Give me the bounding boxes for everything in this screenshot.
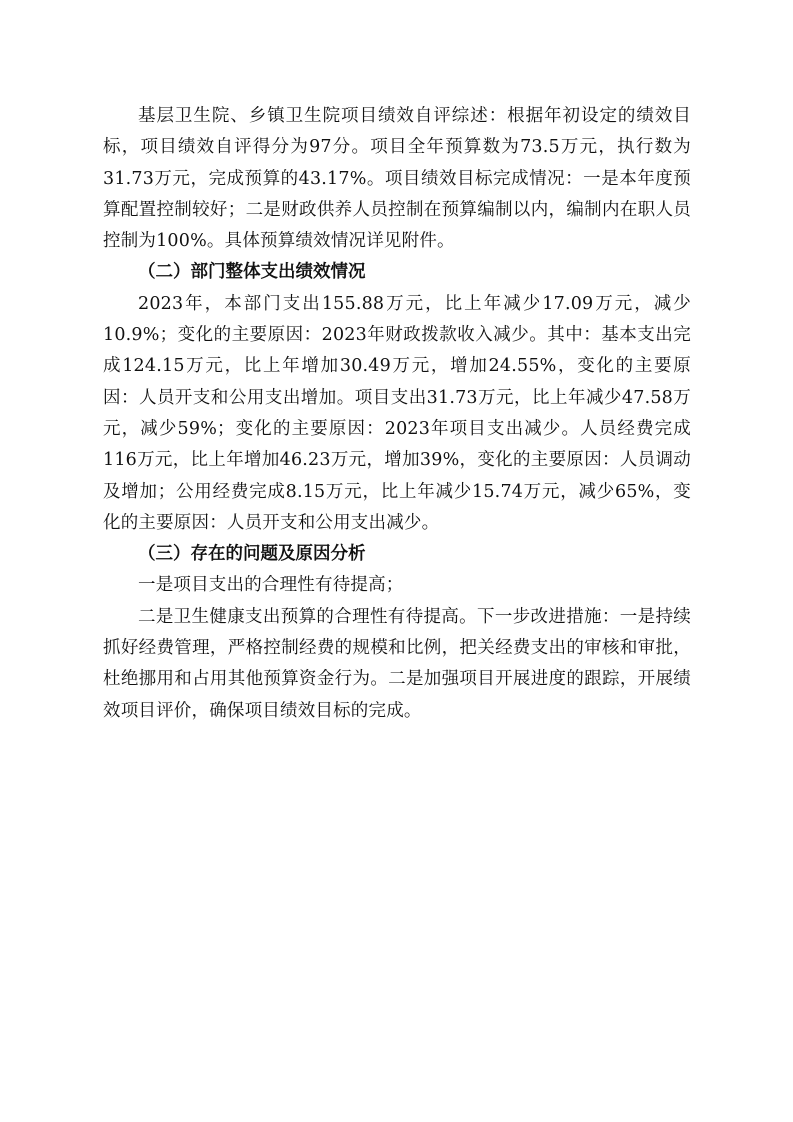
paragraph-problem-two-and-measures: 二是卫生健康支出预算的合理性有待提高。下一步改进措施：一是持续抓好经费管理，严格控制经费的规模和比例，把关经费支出的审核和审批，杜绝挪用和占用其他预算资金行为。二是加强项目开展进度的跟踪，开展绩效项目评价，确保项目绩效目标的完成。	[103, 606, 691, 721]
heading-department-overall-performance: （二）部门整体支出绩效情况	[138, 262, 366, 283]
paragraph-department-expenditure: 2023年，本部门支出155.88万元，比上年减少17.09万元，减少10.9%；变化的主要原因：2023年财政拨款收入减少。其中：基本支出完成124.15万元，比上年增加30.49万元，增加24.55%，变化的主要原因：人员开支和公用支出增加。项目支出31.73万元，比上年减少47.58万元，减少59%；变化的主要原因：2023年项目支出减少。人员经费完成116万元，比上年增加46.23万元，增加39%，变化的主要原因：人员调动及增加；公用经费完成8.15万元，比上年减少15.74万元，减少65%，变化的主要原因：人员开支和公用支出减少。	[103, 293, 691, 533]
paragraph-project-self-evaluation: 基层卫生院、乡镇卫生院项目绩效自评综述：根据年初设定的绩效目标，项目绩效自评得分为97分。项目全年预算数为73.5万元，执行数为31.73万元，完成预算的43.17%。项目绩效目标完成情况：一是本年度预算配置控制较好；二是财政供养人员控制在预算编制以内，编制内在职人员控制为100%。具体预算绩效情况详见附件。	[103, 106, 691, 252]
paragraph-problem-one: 一是项目支出的合理性有待提高；	[138, 575, 404, 596]
heading-problems-and-causes: （三）存在的问题及原因分析	[138, 544, 366, 565]
document-body	[103, 101, 691, 727]
